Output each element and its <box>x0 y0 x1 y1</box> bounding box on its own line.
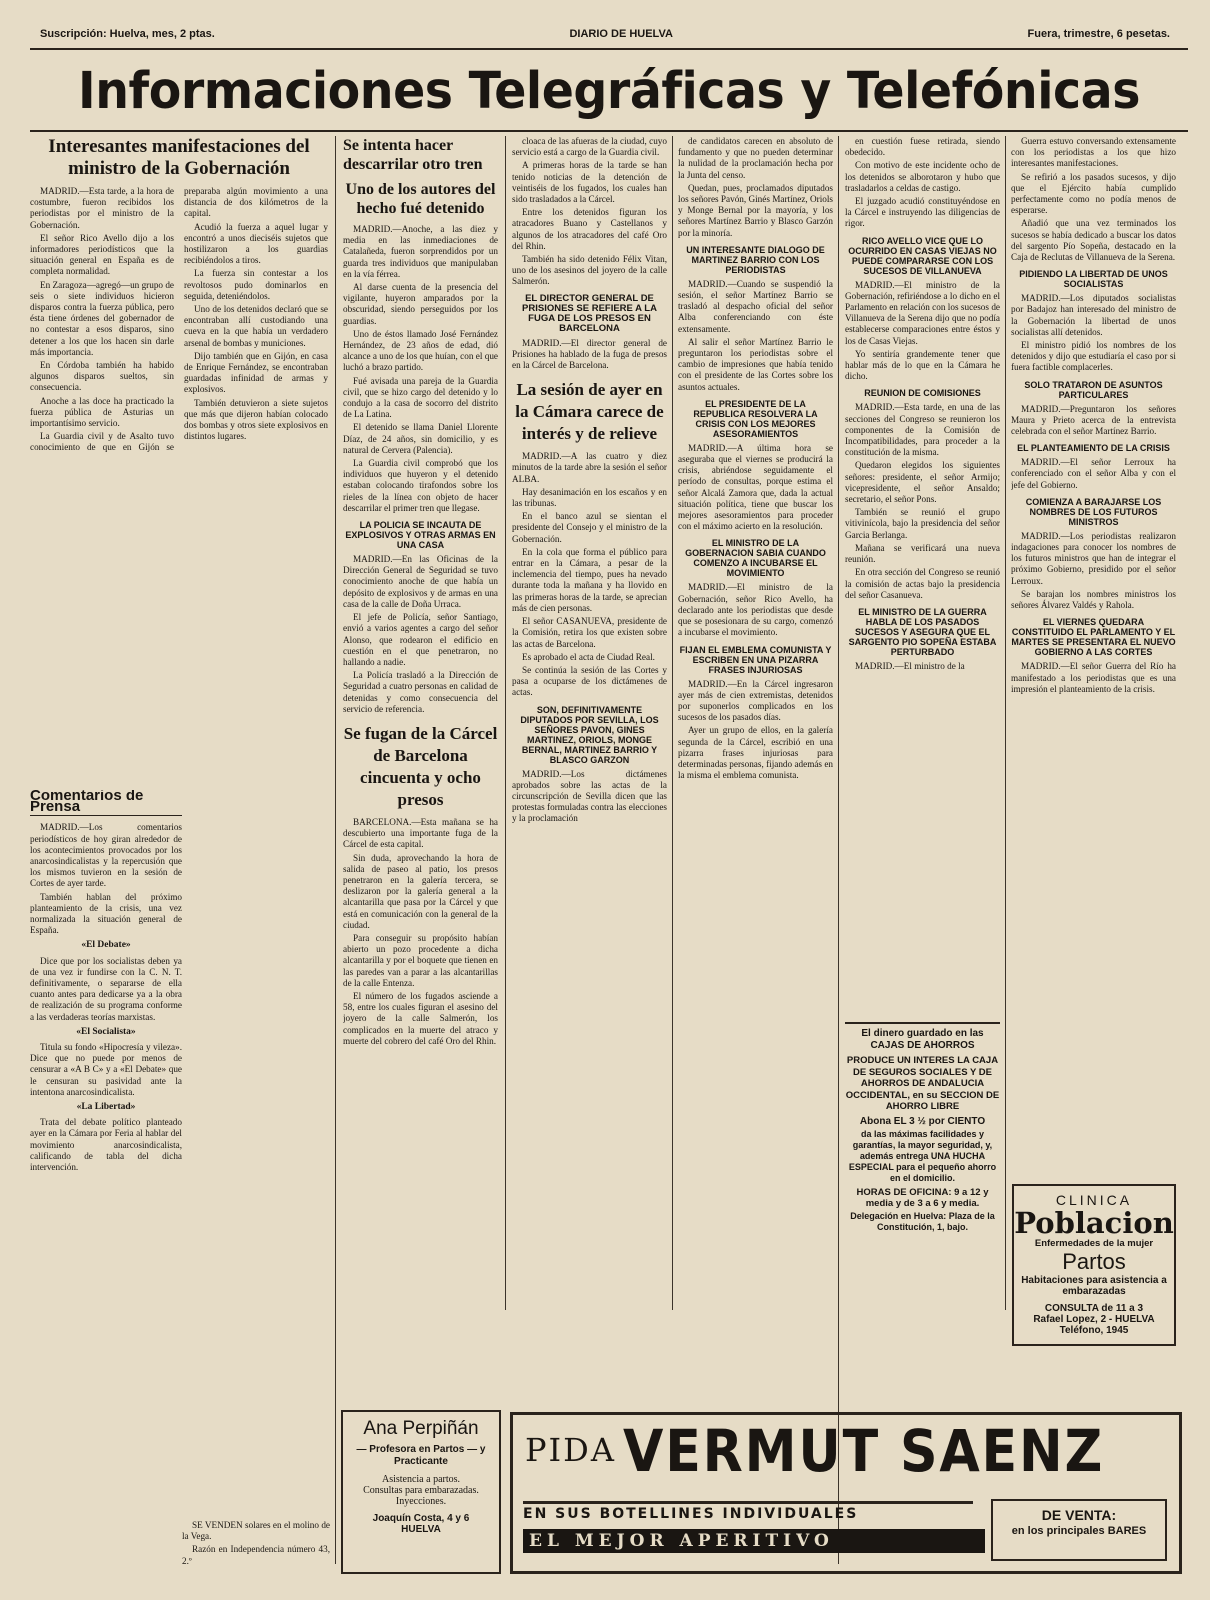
paragraph: Trata del debate político planteado ayer en la Cámara por Feria al hablar del movimiento anarcosindicalista, calificando de tabla del dicha intervención. <box>30 1117 182 1173</box>
ad-line: Inyecciones. <box>395 1496 447 1507</box>
subsection-title: «La Libertad» <box>76 1102 136 1113</box>
paragraph: MADRID.—Anoche, a las diez y media en las inmediaciones de Catalañeda, fueron sorprendidos por un guarda tres individuos que manipulaban en la vía férrea. <box>343 224 498 279</box>
paragraph: Añadió que una vez terminados los sucesos se había dedicado a buscar los datos del sargento Pío Sopeña, destacado en la Caja de Reclutas de Villanueva de la Serena. <box>1011 218 1176 263</box>
subheadline: SOLO TRATARON DE ASUNTOS PARTICULARES <box>1024 379 1163 400</box>
paragraph: MADRID.—A última hora se aseguraba que el viernes se producirá la crisis, abriéndose seguidamente el período de consultas, porque estima el señor Alcalá Zamora que, dada la actual situación política, tiene que buscar los mejores asesoramientos para proceder con el máximo acierto en la resolución. <box>678 442 833 532</box>
paragraph: El ministro pidió los nombres de los detenidos y dijo que estudiaría el caso por si fuera factible complacerles. <box>1011 340 1176 373</box>
paragraph: También hablan del próximo planteamiento de la crisis, una vez normalizada la situación general de España. <box>30 891 182 936</box>
column-rule <box>505 136 506 1310</box>
subsection-title: «El Debate» <box>81 940 131 951</box>
paragraph: Fué avisada una pareja de la Guardia civil, que se hizo cargo del detenido y lo condujo a la casa de socorro del distrito de La Latina. <box>343 375 498 420</box>
paragraph: Se refirió a los pasados sucesos, y dijo que el Ejército había cumplido perfectamente como no podía menos de esperarse. <box>1011 171 1176 216</box>
ad-line: da las máximas facilidades y garantías, la mayor seguridad, y, además entrega UNA HUCHA ESPECIAL para el pequeño ahorro en el domicilio. <box>848 1128 997 1183</box>
subheadline: UN INTERESANTE DIALOGO DE MARTINEZ BARRIO CON LOS PERIODISTAS <box>686 244 825 275</box>
ad-line: EN SUS BOTELLINES INDIVIDUALES <box>523 1501 973 1522</box>
paragraph: Sin duda, aprovechando la hora de salida de paseo al patio, los presos penetraron en la galería tercera, se deslizaron por la galería general a la alcantarilla que pasa por la Cárcel y que está en comunicación con la general de la ciudad. <box>343 852 498 930</box>
paragraph: MADRID.—El señor Guerra del Río ha manifestado a los periodistas que es una impresión el planteamiento de la crisis. <box>1011 661 1176 694</box>
paragraph: Anoche a las doce ha practicado la fuerza pública de Asturias un importantísimo servicio. <box>30 395 174 429</box>
paragraph: MADRID.—Los periodistas realizaron indagaciones para conocer los nombres de los futuros ministros que han de integrar el próximo Gobierno, presidido por el señor Lerroux. <box>1011 530 1176 586</box>
paragraph: En Córdoba también ha habido algunos disparos sueltos, sin consecuencia. <box>30 360 174 393</box>
paragraph: En otra sección del Congreso se reunió la comisión de actas bajo la presidencia del señor Casanueva. <box>845 567 1000 600</box>
header-rule <box>30 48 1188 50</box>
paragraph: Dice que por los socialistas deben ya de una vez ir fundirse con la C. N. T. definitivamente, o separarse de ella cuanto antes para dedicarse ya a la obra de realización de su programa conforme a las verdaderas teorías marxistas. <box>30 955 182 1022</box>
paragraph: La Guardia civil y de Asalto tuvo conocimiento de que en Gijón se preparaba algún movimiento a una distancia de dos kilómetros de la capital. <box>30 186 328 453</box>
paragraph: A primeras horas de la tarde se han tenido noticias de la detención de veintiséis de los fugados, los cuales han sido trasladados a la Cárcel. <box>512 160 667 205</box>
column-3 <box>512 136 667 1408</box>
ad-pida: PIDA <box>525 1431 616 1469</box>
outside-price: Fuera, trimestre, 6 pesetas. <box>1027 28 1170 40</box>
paragraph: Razón en Independencia número 43, 2.º <box>182 1544 330 1566</box>
clinic-partos: Partos <box>1062 1249 1126 1274</box>
clinic-phone: Teléfono, 1945 <box>1059 1325 1129 1336</box>
subheadline: EL MINISTRO DE LA GOBERNACION SABIA CUANDO COMENZO A INCUBARSE EL MOVIMIENTO <box>685 538 826 579</box>
savings-bank-ad <box>845 1022 1000 1298</box>
paragraph: MADRID.—Los dictámenes aprobados sobre las actas de la circunscripción de Sevilla dicen que las protestas formuladas contra las elecciones y la proclamación <box>512 768 667 824</box>
ad-hours: HORAS DE OFICINA: 9 a 12 y media y de 3 a 6 y media. <box>856 1186 989 1209</box>
paragraph: En la cola que forma el público para entrar en la Cámara, a pesar de la inclemencia del tiempo, pues ha nevado durante toda la mañana y ha llovido en las primeras horas de la tarde, se aprecian más de cien personas. <box>512 546 667 613</box>
subheadline: COMIENZA A BARAJARSE LOS NOMBRES DE LOS FUTUROS MINISTROS <box>1025 496 1162 527</box>
paragraph: MADRID.—El señor Lerroux ha conferenciado con el señor Alba y con el jefe del Gobierno. <box>1011 457 1176 490</box>
subheadline: EL PRESIDENTE DE LA REPUBLICA RESOLVERA LA CRISIS CON LOS MEJORES ASESORAMIENTOS <box>693 398 818 439</box>
paper-name: DIARIO DE HUELVA <box>569 28 673 40</box>
paragraph: Se continúa la sesión de las Cortes y pasa a ocuparse de los dictámenes de actas. <box>512 664 667 698</box>
paragraph: Guerra estuvo conversando extensamente con los periodistas a los que hizo interesantes manifestaciones. <box>1011 136 1176 169</box>
paragraph: MADRID.—Esta tarde, en una de las secciones del Congreso se reunieron los componentes de la Comisión de Incompatibilidades, para proceder a la constitución de la misma. <box>845 402 1000 458</box>
classified-ad <box>182 1520 330 1570</box>
column-1 <box>30 136 328 776</box>
ad-slogan: EL MEJOR APERITIVO <box>523 1529 985 1553</box>
paragraph: en cuestión fuese retirada, siendo obedecido. <box>845 136 1000 158</box>
paragraph: Para conseguir su propósito habían abierto un pozo procedente a dicha alcantarilla y por el boquete que tienen en las paredes van a parar a las alcantarillas de la calle Entenza. <box>343 932 498 988</box>
paragraph: Al darse cuenta de la presencia del vigilante, huyeron amparados por la obscuridad, siendo perseguidos por los guardias. <box>343 282 498 326</box>
paragraph: Titula su fondo «Hipocresía y vileza». Dice que no puede por menos de censurar a «A B C» y a «El Debate» que le censuran su pasividad ante la intentona anarcosindicalista. <box>30 1042 182 1097</box>
paragraph: El número de los fugados asciende a 58, entre los cuales figuran el asesino del joyero de la calle Salmerón, los complicados en la muerte del atraco y muerte del cobrero del café Oro del Rhin. <box>343 990 498 1046</box>
midwife-ad <box>341 1410 501 1574</box>
article-headline: Interesantes manifestaciones del ministro de la Gobernación <box>48 136 310 179</box>
subheadline: EL PLANTEAMIENTO DE LA CRISIS <box>1017 443 1170 454</box>
ad-sale-title: DE VENTA: <box>1041 1507 1117 1523</box>
ad-address: Delegación en Huelva: Plaza de la Constitución, 1, bajo. <box>850 1210 995 1232</box>
paragraph: MADRID.—En la Cárcel ingresaron ayer más de cien extremistas, detenidos por suponerlos complicados en los sucesos de los pasados días. <box>678 678 833 723</box>
paragraph: También ha sido detenido Félix Vitan, uno de los asesinos del joyero de la calle Salmerón. <box>512 254 667 287</box>
paragraph: MADRID.—En las Oficinas de la Dirección General de Seguridad se tuvo conocimiento anoche de que había un depósito de explosivos y de armas en una casa de la calle de Doña Urraca. <box>343 554 498 609</box>
paragraph: MADRID.—El ministro de la Gobernación, refiriéndose a lo dicho en el Parlamento en relación con los sucesos de Villanueva de la Serena dijo que no podía establecerse comparaciones entre éstos y los de Casas Viejas. <box>845 279 1000 346</box>
clinic-hours: CONSULTA de 11 a 3 <box>1044 1303 1144 1314</box>
ad-body: PRODUCE UN INTERES LA CAJA DE SEGUROS SOCIALES Y DE AHORROS DE ANDALUCIA OCCIDENTAL, en su SECCION DE AHORRO LIBRE <box>845 1055 1000 1112</box>
paragraph: Quedaron elegidos los siguientes señores: presidente, el señor Armijo; vicepresidente, el señor Ansaldo; secretario, el señor Pons. <box>845 460 1000 505</box>
paragraph: Entre los detenidos figuran los atracadores Buano y Castellanos y algunos de los atracadores del café Oro del Rhin. <box>512 207 667 251</box>
paragraph: MADRID.—El ministro de la Gobernación, señor Rico Avello, ha declarado ante los periodistas que desde que se posesionara de su cargo, comenzó a incubarse el movimiento. <box>678 582 833 638</box>
ad-sale-text: en los principales BARES <box>1011 1525 1147 1537</box>
column-6 <box>1011 136 1176 1176</box>
paragraph: El señor Rico Avello dijo a los informadores periodísticos que la situación general en España es de completa normalidad. <box>30 232 174 277</box>
paragraph: MADRID.—A las cuatro y diez minutos de la tarde abre la sesión el señor ALBA. <box>512 451 667 484</box>
paragraph: Quedan, pues, proclamados diputados los señores Pavón, Ginés Martínez, Oriols y Monge Bernal por la mayoría, y los señores Martínez Barrio y Blasco Garzón por la minoría. <box>678 182 833 238</box>
subheadline: EL MINISTRO DE LA GUERRA HABLA DE LOS PASADOS SUCESOS Y ASEGURA QUE EL SARGENTO PIO SOPEÑA ESTABA PERTURBADO <box>848 606 997 657</box>
page-header <box>40 28 1170 46</box>
ad-line: Asistencia a partos. <box>381 1474 461 1485</box>
article-headline: Uno de los autores del hecho fué detenido <box>345 181 496 217</box>
column-rule <box>1005 136 1006 1310</box>
paragraph: En el banco azul se sientan el presidente del Consejo y el ministro de la Gobernación. <box>512 511 667 544</box>
paragraph: El jefe de Policía, señor Santiago, envió a varios agentes a cargo del señor Alonso, que rodearon el edificio en cuestión en el que penetraron, no hallando a nadie. <box>343 612 498 667</box>
paragraph: Mañana se verificará una nueva reunión. <box>845 542 1000 565</box>
column-rule <box>335 136 336 1564</box>
paragraph: MADRID.—El ministro de la <box>855 660 965 671</box>
subheadline: RICO AVELLO VICE QUE LO OCURRIDO EN CASAS VIEJAS NO PUEDE COMPARARSE CON LOS SUCESOS DE VILLANUEVA <box>848 235 997 276</box>
ad-city: HUELVA <box>401 1524 441 1535</box>
subheadline: SON, DEFINITIVAMENTE DIPUTADOS POR SEVILLA, LOS SEÑORES PAVON, GINES MARTINEZ, ORIOLS, MONGE BERNAL, MARTINEZ BARRIO Y BLASCO GARZON <box>520 704 659 765</box>
clinic-rooms: Habitaciones para asistencia a embarazadas <box>1021 1275 1167 1297</box>
clinic-name: Poblacion <box>1014 1206 1174 1240</box>
paragraph: MADRID.—Preguntaron los señores Maura y Prieto acerca de la entrevista celebrada con el señor Martínez Barrio. <box>1011 403 1176 437</box>
masthead-rule <box>30 130 1188 132</box>
column-rule <box>672 136 673 1310</box>
paragraph: Se barajan los nombres ministros los señores Álvarez Valdés y Rahola. <box>1011 588 1176 611</box>
paragraph: Con motivo de este incidente ocho de los detenidos se alborotaron y hubo que trasladarlos a celdas de castigo. <box>845 160 1000 193</box>
masthead-title: Informaciones Telegráficas y Telefónicas <box>78 62 1140 121</box>
subscription-info: Suscripción: Huelva, mes, 2 ptas. <box>40 28 215 40</box>
paragraph: MADRID.—Esta tarde, a la hora de costumbre, fueron recibidos los periodistas por el ministro de la Gobernación. <box>30 186 174 230</box>
paragraph: cloaca de las afueras de la ciudad, cuyo servicio está a cargo de la Guardia civil. <box>512 136 667 158</box>
vermut-ad <box>510 1412 1182 1574</box>
paragraph: Uno de los detenidos declaró que se encontraban allí custodiando una cueva en la que había un verdadero arsenal de bombas y municiones. <box>184 304 328 348</box>
column-4 <box>678 136 833 1408</box>
paragraph: El juzgado acudió constituyéndose en la Cárcel e instruyendo las diligencias de rigor. <box>845 196 1000 229</box>
paragraph: La Guardia civil comprobó que los individuos que huyeron y el detenido estaban colocando tirafondos sobre los rieles de la línea con objeto de hacer descarrilar el primer tren que llegase. <box>343 458 498 513</box>
subheadline: EL DIRECTOR GENERAL DE PRISIONES SE REFIERE A LA FUGA DE LOS PRESOS EN BARCELONA <box>522 292 657 334</box>
paragraph: El detenido se llama Daniel Llorente Díaz, de 24 años, sin domicilio, y es natural de Cervera (Palencia). <box>343 422 498 455</box>
paragraph: Al salir el señor Martínez Barrio le preguntaron los periodistas sobre el cambio de impresiones que había tenido con el presidente de las Cortes sobre los asuntos actuales. <box>678 336 833 392</box>
ad-title: El dinero guardado en las CAJAS DE AHORROS <box>861 1028 984 1051</box>
subheadline: PIDIENDO LA LIBERTAD DE UNOS SOCIALISTAS <box>1019 269 1168 290</box>
paragraph: Hay desanimación en los escaños y en las tribunas. <box>512 486 667 509</box>
column-rule <box>838 136 839 1564</box>
paragraph: También se reunió el grupo vitivinícola, bajo la presidencia del señor Garcia Berlanga. <box>845 507 1000 540</box>
paragraph: MADRID.—El director general de Prisiones ha hablado de la fuga de presos en la Cárcel de Barcelona. <box>512 337 667 371</box>
column-5 <box>845 136 1000 1016</box>
ad-title: — Profesora en Partos — y Practicante <box>356 1444 486 1467</box>
paragraph: Uno de éstos llamado José Fernández Hernández, de 23 años de edad, dió alcance a uno de los que huían, con el que luchó a brazo partido. <box>343 328 498 373</box>
paragraph: Es aprobado el acta de Ciudad Real. <box>522 651 655 662</box>
clinic-address: Rafael Lopez, 2 - HUELVA <box>1033 1314 1155 1325</box>
paragraph: SE VENDEN solares en el molino de la Vega. <box>182 1520 330 1542</box>
column-2 <box>343 136 498 1436</box>
ad-address: Joaquín Costa, 4 y 6 <box>372 1513 470 1524</box>
paragraph: Dijo también que en Gijón, en casa de Enrique Fernández, se encontraban guardadas infinidad de armas y explosivos. <box>184 350 328 395</box>
clinic-ad <box>1012 1184 1176 1346</box>
subsection-title: «El Socialista» <box>76 1026 136 1037</box>
paragraph: La Policía trasladó a la Dirección de Seguridad a cuatro personas en calidad de detenidas y como consecuencia del servicio de referencia. <box>343 670 498 714</box>
subheadline: EL VIERNES QUEDARA CONSTITUIDO EL PARLAMENTO Y EL MARTES SE PRESENTARA EL NUEVO GOBIERNO A LAS CORTES <box>1011 617 1176 658</box>
paragraph: MADRID.—Cuando se suspendió la sesión, el señor Martínez Barrio se trasladó al despacho oficial del señor Alba conferenciando con éste extensamente. <box>678 278 833 334</box>
article-headline: Se intenta hacer descarrilar otro tren <box>343 137 483 173</box>
article-headline: Se fugan de la Cárcel de Barcelona cincuenta y ocho presos <box>343 723 498 809</box>
subheadline: LA POLICIA SE INCAUTA DE EXPLOSIVOS Y OTRAS ARMAS EN UNA CASA <box>345 520 496 551</box>
clinic-label: CLINICA <box>1055 1192 1133 1208</box>
paragraph: El señor CASANUEVA, presidente de la Comisión, retira los que existen sobre las actas de Barcelona. <box>512 616 667 649</box>
clinic-specialty: Enfermedades de la mujer <box>1034 1238 1154 1249</box>
paragraph: MADRID.—Los comentarios periodísticos de hoy giran alrededor de los acontecimientos provocados por los anarcosindicalistas y la repercusión que los mismos tuvieron en la sesión de Cortes de ayer tarde. <box>30 822 182 889</box>
paragraph: En Zaragoza—agregó—un grupo de seis o siete individuos hicieron disparos contra la fuerza pública, pero ésta tiene órdenes del gobernador de no contestar a esos disparos, sino detener a los que los hacen sin darle más importancia. <box>30 279 174 357</box>
paragraph: BARCELONA.—Esta mañana se ha descubierto una importante fuga de la Cárcel de esta capital. <box>343 816 498 850</box>
section-title: Comentarios de Prensa <box>30 790 182 816</box>
ad-brand: VERMUT SAENZ <box>623 1417 1105 1485</box>
column-1b <box>30 790 182 1560</box>
paragraph: MADRID.—Los diputados socialistas por Badajoz han interesado del ministro de la Gobernación la libertad de unos socialistas allí detenidos. <box>1011 293 1176 337</box>
ad-line: Consultas para embarazadas. <box>363 1485 479 1496</box>
subheadline: FIJAN EL EMBLEMA COMUNISTA Y ESCRIBEN EN UNA PIZARRA FRASES INJURIOSAS <box>679 644 832 675</box>
ad-sale-box <box>991 1499 1167 1561</box>
paragraph: Ayer un grupo de ellos, en la galería segunda de la Cárcel, escribió en una pizarra frases injuriosas para determinadas personas, fijando además en la misma el emblema comunista. <box>678 725 833 781</box>
subheadline: REUNION DE COMISIONES <box>864 388 981 399</box>
article-headline: La sesión de ayer en la Cámara carece de interés y de relieve <box>515 380 664 444</box>
paragraph: La fuerza sin contestar a los revoltosos pudo dominarlos en seguida, deteniéndolos. <box>184 268 328 301</box>
paragraph: También detuvieron a siete sujetos que más que dijeron habían colocado dos bombas y otros siete explosivos en distintos lugares. <box>184 397 328 442</box>
paragraph: Acudió la fuerza a aquel lugar y encontró a unos dieciséis sujetos que hostilizaron a los guardias recibiéndolos a tiros. <box>184 221 328 266</box>
ad-rate: Abona EL 3 ½ por CIENTO <box>859 1115 986 1127</box>
ad-name: Ana Perpiñán <box>363 1418 479 1439</box>
paragraph: Yo sentiría grandemente tener que hablar más de lo que en la Cámara he dicho. <box>845 348 1000 382</box>
paragraph: de candidatos carecen en absoluto de fundamento y que no pueden determinar la nulidad de la proclamación hecha por la Junta del censo. <box>678 136 833 180</box>
